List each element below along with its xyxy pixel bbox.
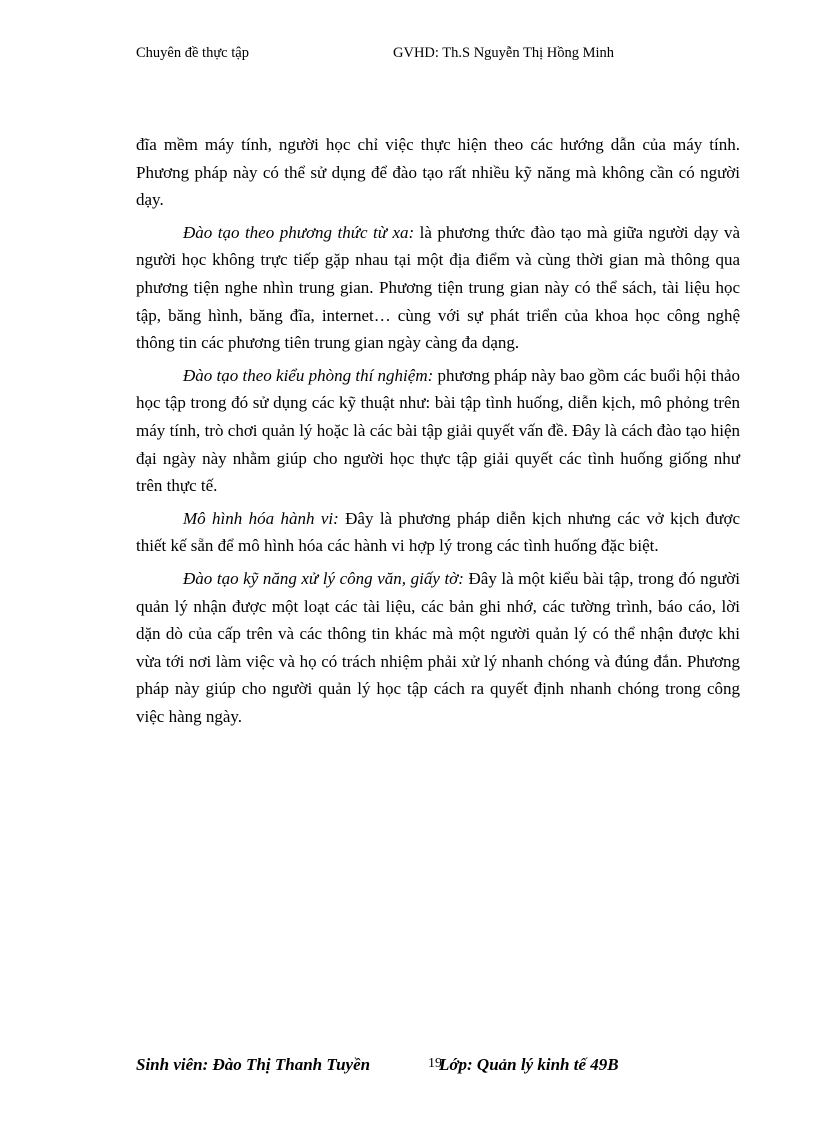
footer-student: Sinh viên: Đào Thị Thanh Tuyền [136, 1055, 371, 1074]
paragraph-text: là phương thức đào tạo mà giữa người dạy và người học không trực tiếp gặp nhau tại một địa điểm và cùng thời gian mà thông qua phương tiện nghe nhìn trung gian. Phương tiện trung gian này có thể sách, tài liệu học tập, băng hình, băng đĩa, internet… cùng với sự phát triển của khoa học công nghệ thông tin các phương tiên trung gian ngày càng đa dạng. [136, 222, 740, 353]
paragraph-behavior-modeling [136, 505, 740, 560]
paragraph-continuation [136, 131, 740, 214]
paragraph-lead: Đào tạo theo kiểu phòng thí nghiệm: [183, 365, 434, 385]
paragraph-lead: Đào tạo kỹ năng xử lý công văn, giấy tờ: [183, 568, 464, 588]
paragraph-text: phương pháp này bao gồm các buổi hội thảo học tập trong đó sử dụng các kỹ thuật như: bài tập tình huống, diễn kịch, mô phỏng trên máy tính, trò chơi quản lý hoặc là các bài tập giải quyết vấn đề. Đây là cách đào tạo hiện đại ngày này nhằm giúp cho người học thực tập giải quyết các tình huống giống như trên thực tế. [136, 365, 740, 496]
paragraph-lead: Mô hình hóa hành vi: [183, 508, 339, 528]
paragraph-text: Đây là phương pháp diễn kịch nhưng các vở kịch được thiết kế sẵn để mô hình hóa các hành vi hợp lý trong các tình huống đặc biệt. [136, 508, 740, 556]
document-body [136, 131, 740, 730]
paragraph-laboratory-training [136, 362, 740, 500]
paragraph-text: Đây là một kiểu bài tập, trong đó người quản lý nhận được một loạt các tài liệu, các bản ghi nhớ, các tường trình, báo cáo, lời dặn dò của cấp trên và các thông tin khác mà một người quản lý có thể nhận được khi vừa tới nơi làm việc và họ có trách nhiệm phải xử lý nhanh chóng và đúng đắn. Phương pháp này giúp cho người quản lý học tập cách ra quyết định nhanh chóng trong công việc hàng ngày. [136, 568, 740, 726]
header-supervisor: GVHD: Th.S Nguyễn Thị Hồng Minh [393, 45, 614, 61]
page-header [0, 45, 816, 67]
page-number: 19 [428, 1056, 442, 1071]
paragraph-text: đĩa mềm máy tính, người học chỉ việc thực hiện theo các hướng dẫn của máy tính. Phương pháp này có thể sử dụng để đào tạo rất nhiều kỹ năng mà không cần có người dạy. [136, 135, 740, 210]
page-footer [0, 1055, 816, 1081]
paragraph-paperwork-training [136, 565, 740, 731]
header-title: Chuyên đề thực tập [136, 45, 249, 61]
paragraph-distance-training [136, 219, 740, 357]
paragraph-lead: Đào tạo theo phương thức từ xa: [183, 222, 415, 242]
footer-class: Lớp: Quản lý kinh tế 49B [439, 1055, 619, 1074]
